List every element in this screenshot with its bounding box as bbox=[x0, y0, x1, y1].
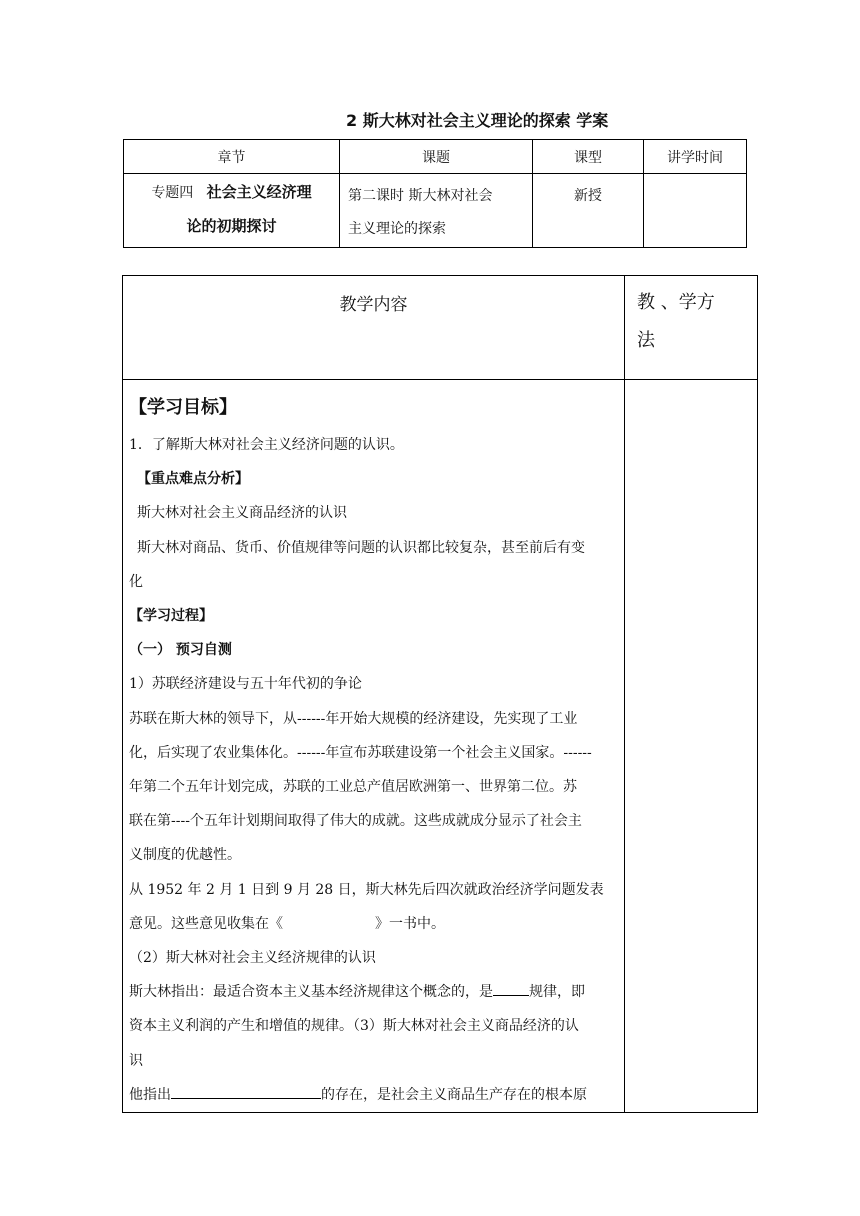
paragraph-line: 联在第----个五年计划期间取得了伟大的成就。这些成就成分显示了社会主 bbox=[129, 813, 582, 830]
teaching-content-table bbox=[122, 275, 758, 1113]
section-2-title: （2）斯大林对社会主义经济规律的认识 bbox=[129, 950, 376, 967]
lesson-line1: 第二课时 斯大林对社会 bbox=[348, 188, 493, 204]
section-1-title: 1）苏联经济建设与五十年代初的争论 bbox=[129, 676, 362, 693]
chapter-cell bbox=[124, 174, 340, 248]
header-topic: 课题 bbox=[340, 140, 533, 174]
goal-item: 1．了解斯大林对社会主义经济问题的认识。 bbox=[129, 437, 404, 453]
paragraph-line: 化，后实现了农业集体化。------年宣布苏联建设第一个社会主义国家。------ bbox=[129, 744, 592, 761]
lecture-time-cell bbox=[644, 174, 747, 248]
paragraph-line bbox=[129, 1078, 618, 1112]
teaching-content-header: 教学内容 bbox=[123, 276, 625, 380]
chapter-title-line1: 社会主义经济理 bbox=[206, 183, 312, 201]
header-chapter: 章节 bbox=[124, 140, 340, 174]
content-header-row bbox=[123, 276, 758, 380]
method-header bbox=[625, 276, 758, 380]
method-header-line1: 教 、学方 bbox=[637, 292, 715, 313]
goal-heading: 【学习目标】 bbox=[129, 397, 237, 418]
document-title: 2 斯大林对社会主义理论的探索 学案 bbox=[346, 111, 609, 130]
text-segment: 斯大林指出：最适合资本主义基本经济规律这个概念的，是 bbox=[129, 984, 493, 1001]
text-segment: 他指出 bbox=[129, 1086, 171, 1103]
key-point-1: 斯大林对社会主义商品经济的认识 bbox=[137, 505, 347, 522]
paragraph-line: 识 bbox=[129, 1052, 143, 1069]
info-header-row bbox=[124, 140, 747, 174]
key-point-2: 斯大林对商品、货币、价值规律等问题的认识都比较复杂，甚至前后有变 bbox=[137, 539, 585, 556]
content-text bbox=[123, 380, 624, 1112]
chapter-title-line2: 论的初期探讨 bbox=[186, 217, 277, 235]
method-header-line2: 法 bbox=[637, 330, 655, 351]
content-body-row bbox=[123, 380, 758, 1113]
paragraph-line: 义制度的优越性。 bbox=[129, 847, 241, 864]
fill-blank[interactable] bbox=[493, 981, 529, 996]
lesson-type-cell: 新授 bbox=[533, 174, 644, 248]
self-test-heading: （一） 预习自测 bbox=[129, 642, 232, 659]
text-segment: 的存在，是社会主义商品生产存在的根本原 bbox=[321, 1086, 587, 1103]
lesson-cell bbox=[340, 174, 533, 248]
paragraph-line: 资本主义利润的产生和增值的规律。（3）斯大林对社会主义商品经济的认 bbox=[129, 1018, 579, 1035]
header-lecture-time: 讲学时间 bbox=[644, 140, 747, 174]
content-cell bbox=[123, 380, 625, 1113]
paragraph-line bbox=[129, 975, 618, 1009]
paragraph-line: 苏联在斯大林的领导下，从------年开始大规模的经济建设，先实现了工业 bbox=[129, 710, 578, 727]
key-point-2-cont: 化 bbox=[129, 573, 143, 590]
header-lesson-type: 课型 bbox=[533, 140, 644, 174]
process-heading: 【学习过程】 bbox=[129, 608, 213, 625]
paragraph-line: 年第二个五年计划完成，苏联的工业总产值居欧洲第一、世界第二位。苏 bbox=[129, 779, 577, 796]
paragraph-line bbox=[129, 907, 618, 941]
lesson-line2: 主义理论的探索 bbox=[348, 221, 446, 237]
course-info-table bbox=[123, 139, 747, 248]
fill-blank[interactable] bbox=[171, 1084, 321, 1099]
method-cell bbox=[625, 380, 758, 1113]
key-points-heading: 【重点难点分析】 bbox=[137, 471, 249, 488]
paragraph-line: 从 1952 年 2 月 1 日到 9 月 28 日，斯大林先后四次就政治经济学问题发表 bbox=[129, 881, 604, 898]
text-segment: 规律，即 bbox=[529, 984, 585, 1001]
text-segment: 意见。这些意见收集在《 bbox=[129, 915, 283, 932]
info-value-row bbox=[124, 174, 747, 248]
chapter-prefix: 专题四 bbox=[151, 185, 194, 201]
text-segment: 》一书中。 bbox=[375, 915, 445, 932]
